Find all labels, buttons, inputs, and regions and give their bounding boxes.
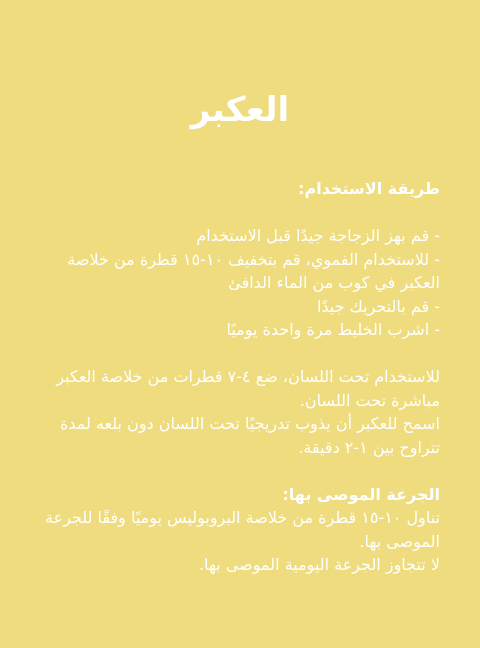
dosage-heading: الجرعة الموصى بها: bbox=[282, 484, 440, 504]
dosage-line: تناول ١٠-١٥ قطرة من خلاصة البروبوليس يوميًا وفقًا للجرعة الموصى بها. bbox=[45, 508, 440, 551]
spacer bbox=[30, 459, 440, 483]
usage-step: - قم بهز الزجاجة جيدًا قبل الاستخدام bbox=[196, 226, 440, 245]
page-title: العكبر bbox=[190, 90, 290, 130]
usage-step: - قم بالتحريك جيدًا bbox=[316, 296, 440, 316]
instructions-body bbox=[30, 177, 440, 577]
sublingual-instruction: للاستخدام تحت اللسان، ضع ٤-٧ قطرات من خلاصة العكبر مباشرة تحت اللسان. bbox=[56, 367, 440, 410]
spacer bbox=[30, 342, 440, 366]
usage-step: - اشرب الخليط مرة واحدة يوميًا bbox=[226, 320, 440, 339]
sublingual-instruction: اسمح للعكبر أن يذوب تدريجيًا تحت اللسان دون بلعه لمدة تتراوح بين ١-٢ دقيقة. bbox=[59, 414, 440, 457]
dosage-line: لا تتجاوز الجرعة اليومية الموصى بها. bbox=[198, 555, 440, 574]
spacer bbox=[30, 201, 440, 225]
usage-heading: طريقة الاستخدام: bbox=[298, 179, 440, 198]
usage-step: - للاستخدام الفموي، قم بتخفيف ١٠-١٥ قطرة من خلاصة العكبر في كوب من الماء الدافئ bbox=[67, 249, 440, 292]
